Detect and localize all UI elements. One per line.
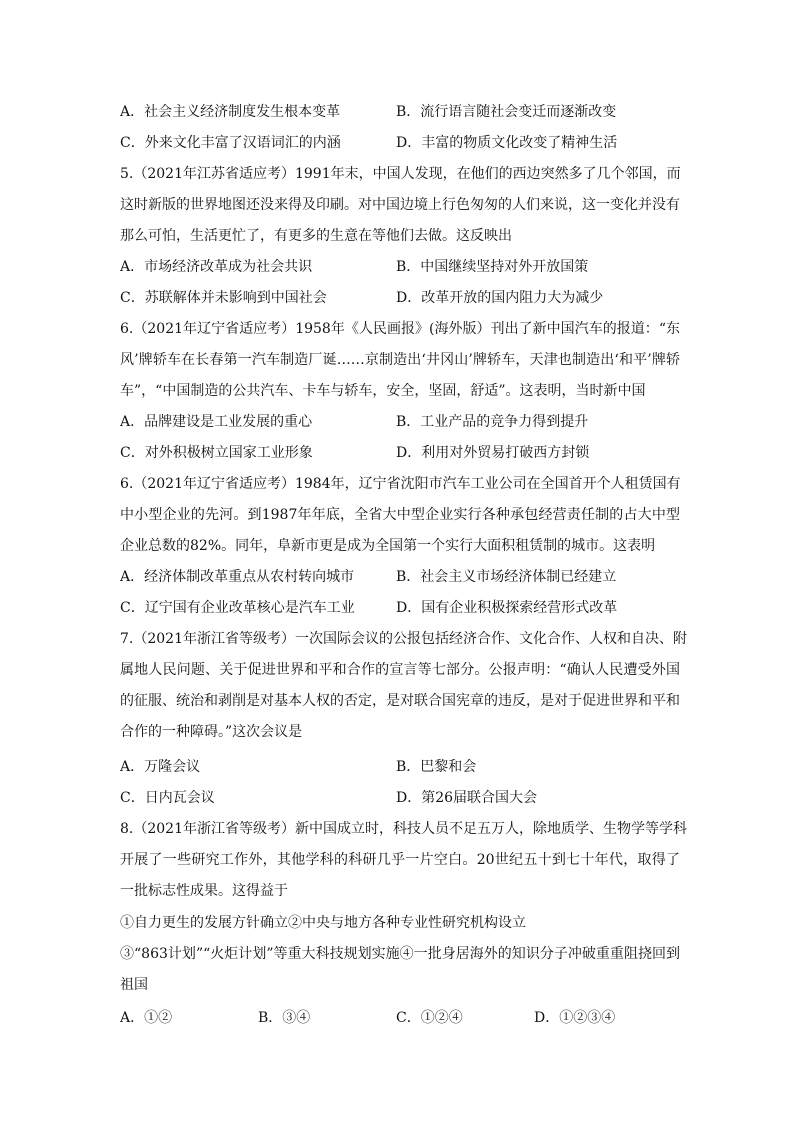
q7-stem-line-2: 属地人民问题、关于促进世界和平和合作的宣言等七部分。公报声明：“确认人民遭受外国 bbox=[120, 662, 680, 678]
q7-option-b[interactable]: B．巴黎和会 bbox=[396, 759, 477, 775]
q5-stem-line-3: 那么可怕，生活更忙了，有更多的生意在等他们去做。这反映出 bbox=[120, 228, 512, 244]
q6a-stem-line-2: 风’牌轿车在长春第一汽车制造厂诞……京制造出‘井冈山’牌轿车，天津也制造出‘和平’牌轿 bbox=[120, 352, 680, 368]
q6a-option-c[interactable]: C．对外积极树立国家工业形象 bbox=[120, 445, 313, 461]
q6a-stem-line-1: 6.（2021年辽宁省适应考）1958年《人民画报》(海外版）刊出了新中国汽车的报道：“东 bbox=[120, 321, 680, 337]
q8-stem-line-1: 8.（2021年浙江省等级考）新中国成立时，科技人员不足五万人，除地质学、生物学等学科 bbox=[120, 821, 687, 837]
q6a-option-a[interactable]: A．品牌建设是工业发展的重心 bbox=[120, 414, 313, 430]
q8-stem-line-2: 开展了一些研究工作外，其他学科的科研几乎一片空白。20世纪五十到七十年代，取得了 bbox=[120, 852, 680, 868]
q4-option-b[interactable]: B．流行语言随社会变迁而逐渐改变 bbox=[396, 104, 617, 120]
q5-option-c[interactable]: C．苏联解体并未影响到中国社会 bbox=[120, 290, 327, 306]
q6a-option-b[interactable]: B．工业产品的竞争力得到提升 bbox=[396, 414, 589, 430]
q5-option-d[interactable]: D．改革开放的国内阻力大为减少 bbox=[396, 290, 604, 306]
q8-option-c[interactable]: C．①②④ bbox=[396, 1010, 463, 1026]
q7-stem-line-1: 7.（2021年浙江省等级考）一次国际会议的公报包括经济合作、文化合作、人权和自决、附 bbox=[120, 631, 687, 647]
q8-option-d[interactable]: D．①②③④ bbox=[534, 1010, 616, 1026]
q5-option-a[interactable]: A．市场经济改革成为社会共识 bbox=[120, 259, 313, 275]
q6b-option-c[interactable]: C．辽宁国有企业改革核心是汽车工业 bbox=[120, 600, 355, 616]
q6a-option-d[interactable]: D．利用对外贸易打破西方封锁 bbox=[396, 445, 590, 461]
q6b-option-d[interactable]: D．国有企业积极探索经营形式改革 bbox=[396, 600, 618, 616]
q8-stem-line-3: 一批标志性成果。这得益于 bbox=[120, 883, 288, 899]
q4-option-a[interactable]: A．社会主义经济制度发生根本变革 bbox=[120, 104, 341, 120]
q6b-option-a[interactable]: A．经济体制改革重点从农村转向城市 bbox=[120, 569, 355, 585]
q8-option-b[interactable]: B．③④ bbox=[258, 1010, 311, 1026]
q8-option-a[interactable]: A．①② bbox=[120, 1010, 173, 1026]
q8-item-line-1: ①自力更生的发展方针确立②中央与地方各种专业性研究机构设立 bbox=[120, 915, 526, 931]
q6a-stem-line-3: 车”，“中国制造的公共汽车、卡车与轿车，安全，坚固，舒适”。这表明，当时新中国 bbox=[120, 383, 646, 399]
q8-item-line-3: 祖国 bbox=[120, 977, 148, 993]
q4-option-c[interactable]: C．外来文化丰富了汉语词汇的内涵 bbox=[120, 135, 341, 151]
q7-option-a[interactable]: A．万隆会议 bbox=[120, 759, 201, 775]
q6b-stem-line-1: 6.（2021年辽宁省适应考）1984年，辽宁省沈阳市汽车工业公司在全国首开个人租赁国有 bbox=[120, 476, 681, 492]
q5-stem-line-2: 这时新版的世界地图还没来得及印刷。对中国边境上行色匆匆的人们来说，这一变化并没有 bbox=[120, 197, 680, 213]
q7-stem-line-3: 的征服、统治和剥削是对基本人权的否定，是对联合国宪章的违反，是对于促进世界和平和 bbox=[120, 693, 680, 709]
q5-option-b[interactable]: B．中国继续坚持对外开放国策 bbox=[396, 259, 589, 275]
q7-stem-line-4: 合作的一种障碍。”这次会议是 bbox=[120, 724, 303, 740]
q7-option-c[interactable]: C．日内瓦会议 bbox=[120, 790, 215, 806]
q6b-stem-line-2: 中小型企业的先河。到1987年年底，全省大中型企业实行各种承包经营责任制的占大中型 bbox=[120, 507, 680, 523]
q5-stem-line-1: 5.（2021年江苏省适应考）1991年末，中国人发现，在他们的西边突然多了几个邻国，而 bbox=[120, 166, 681, 182]
q6b-option-b[interactable]: B．社会主义市场经济体制已经建立 bbox=[396, 569, 617, 585]
q8-item-line-2: ③“863计划”“火炬计划”等重大科技规划实施④一批身居海外的知识分子冲破重重阻挠回到 bbox=[120, 946, 680, 962]
q4-option-d[interactable]: D．丰富的物质文化改变了精神生活 bbox=[396, 135, 618, 151]
q7-option-d[interactable]: D．第26届联合国大会 bbox=[396, 790, 538, 806]
q6b-stem-line-3: 企业总数的82%。同年，阜新市更是成为全国第一个实行大面积租赁制的城市。这表明 bbox=[120, 538, 656, 554]
